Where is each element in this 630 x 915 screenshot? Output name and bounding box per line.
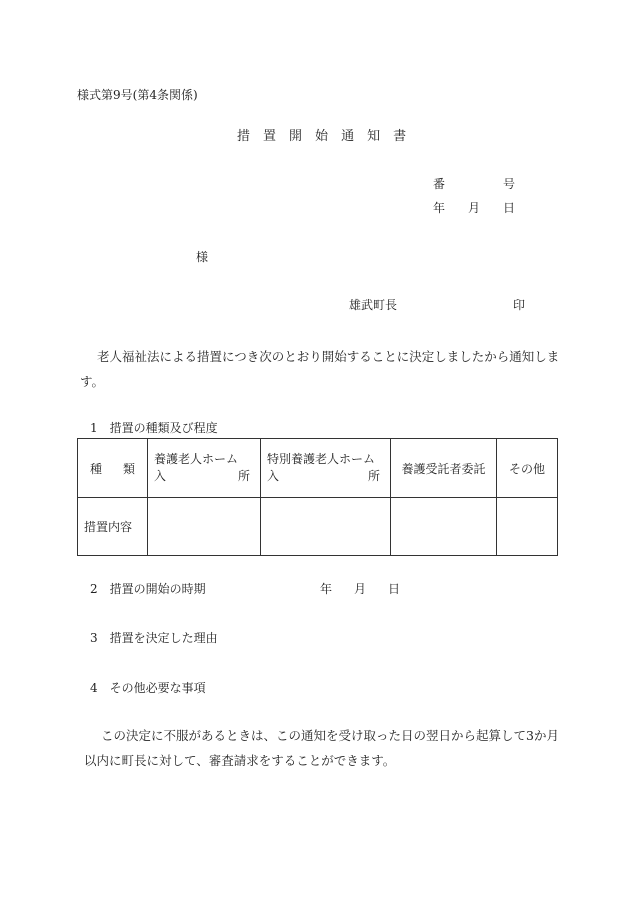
table-row [78,439,558,498]
content-home-cell [148,498,261,556]
col-home-cell [148,439,261,498]
number-line [433,175,515,192]
section4-heading: 4 その他必要な事項 [90,681,206,695]
title-char: 通 [341,129,355,144]
section2-day: 日 [387,582,400,596]
content-consign-cell [391,498,497,556]
title-char: 書 [393,129,407,144]
col-special-cell [261,439,391,498]
content-other-cell [497,498,558,556]
section2-heading: 2 措置の開始の時期 [90,582,206,596]
number-label-left: 番 [433,177,446,191]
row1-label-right: 類 [122,461,135,476]
title-char: 開 [289,129,303,144]
date-month: 月 [467,201,480,215]
date-day: 日 [502,201,515,215]
section2-date [320,580,400,597]
row1-label-left: 種 [90,461,103,476]
title-char: 措 [237,129,251,144]
seal-mark: 印 [513,298,526,312]
col-home-line2-right: 所 [237,469,250,483]
col-home-line1: 養護老人ホーム [154,452,239,466]
date-year: 年 [433,201,446,215]
section2-year: 年 [320,582,333,596]
issuer: 雄武町長 [349,298,398,312]
row1-label-cell [78,439,148,498]
form-id: 様式第9号(第4条関係) [77,88,198,102]
date-line [433,199,515,216]
col-special-line2-left: 入 [267,469,280,483]
col-consign-cell: 養護受託者委託 [391,439,497,498]
recipient-suffix: 様 [196,250,209,264]
title-char: 置 [263,129,277,144]
table-row [78,498,558,556]
section1-heading: 1 措置の種類及び程度 [90,421,218,435]
intro-paragraph: 老人福祉法による措置につき次のとおり開始することに決定しましたから通知します。 [80,349,560,389]
section3-heading: 3 措置を決定した理由 [90,631,218,645]
section2-month: 月 [353,582,366,596]
appeal-paragraph: この決定に不服があるときは、この通知を受け取った日の翌日から起算して3か月以内に町長に対して、審査請求をすることができます。 [84,728,559,768]
row2-label-cell: 措置内容 [78,498,148,556]
content-special-cell [261,498,391,556]
title-char: 始 [315,129,329,144]
measures-table [77,438,558,556]
document-title [237,125,406,144]
number-label-right: 号 [502,177,515,191]
col-special-line1: 特別養護老人ホーム [267,452,376,466]
col-special-line2-right: 所 [367,469,380,483]
title-char: 知 [367,129,381,144]
col-other-cell: その他 [497,439,558,498]
col-home-line2-left: 入 [154,469,167,483]
